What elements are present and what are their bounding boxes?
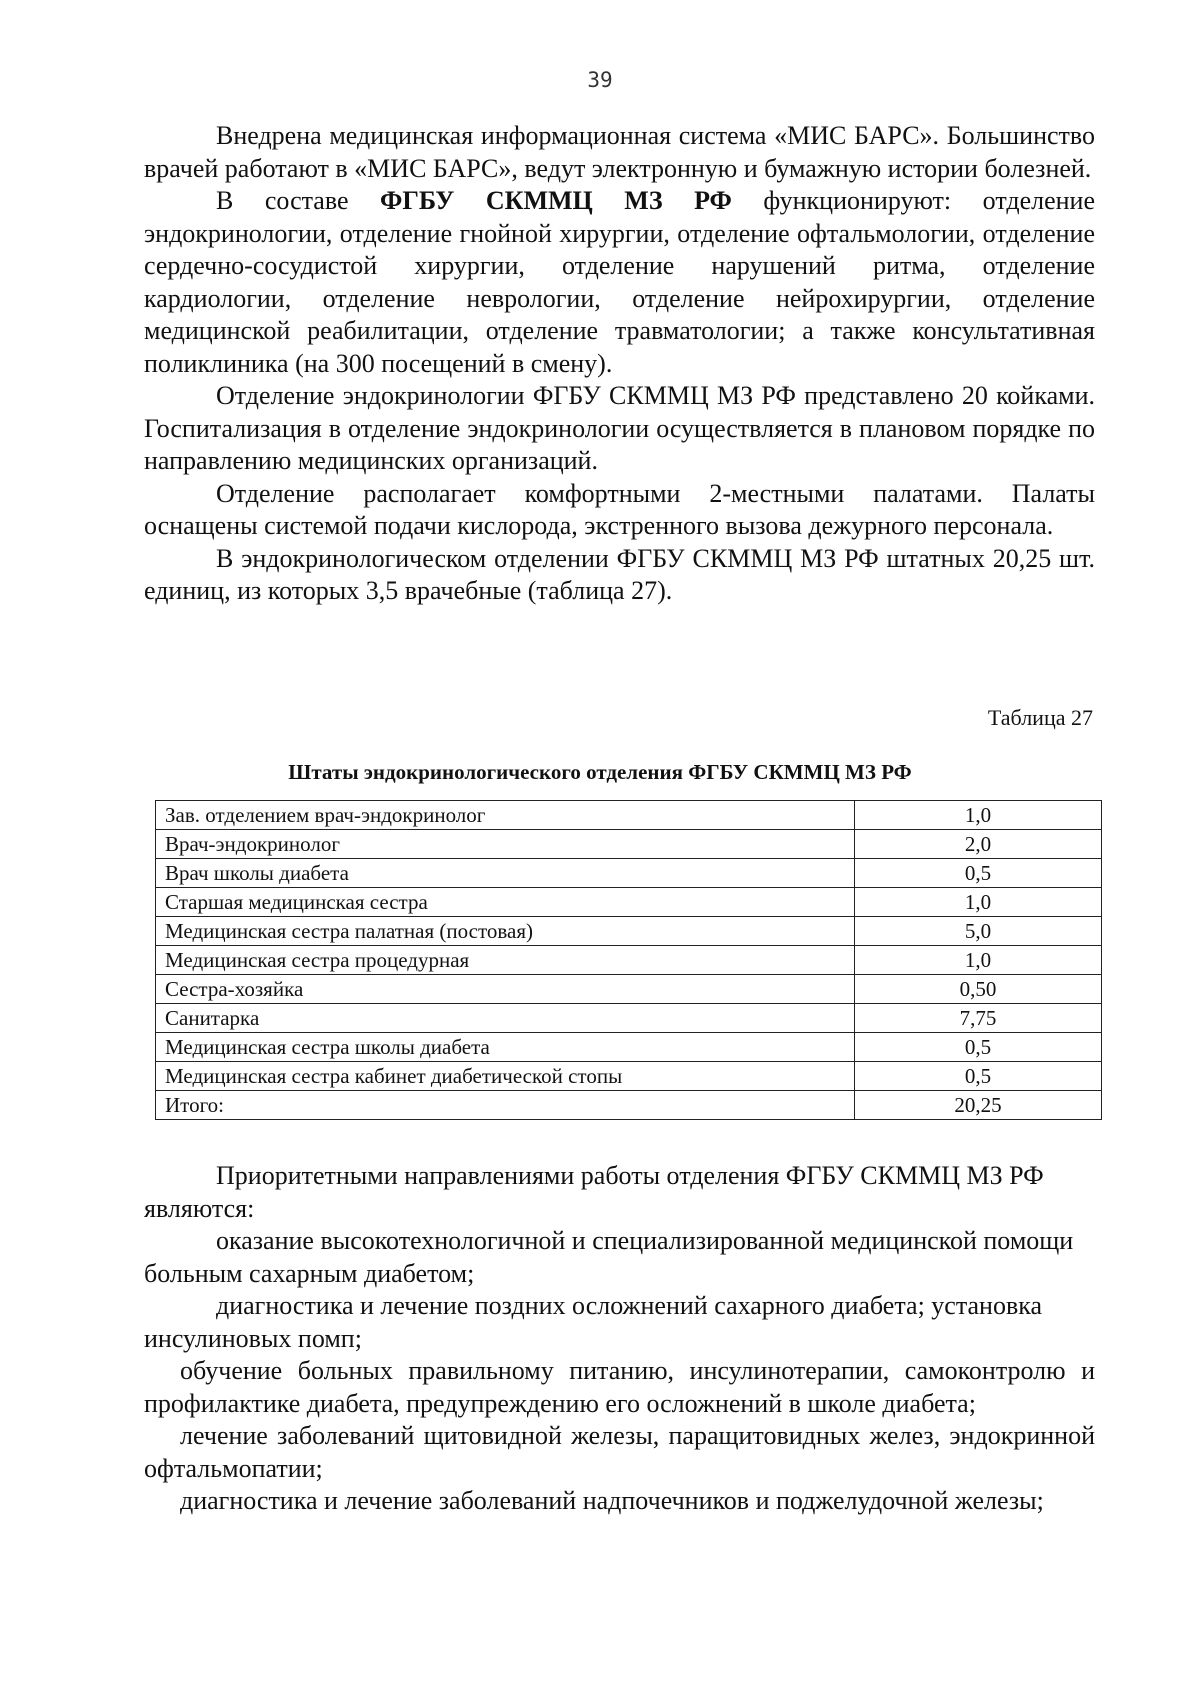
- row-value: 0,5: [855, 1062, 1102, 1091]
- row-value: 0,50: [855, 975, 1102, 1004]
- total-value: 20,25: [855, 1091, 1102, 1120]
- row-value: 1,0: [855, 946, 1102, 975]
- row-label: Санитарка: [156, 1004, 855, 1033]
- p2-rest: функционируют: отделение эндокринологии, отделение гнойной хирургии, отделение офтальмологии, отделение сердечно-сосудистой хирургии, отделение нарушений ритма, отделение кардиологии, отделение неврологии, отделение нейрохирургии, отделение медицинской реабилитации, отделение травматологии; а также консультативная поликлиника (на 300 посещений в смену).: [144, 186, 1096, 378]
- priority-item: диагностика и лечение заболеваний надпочечников и поджелудочной железы;: [180, 1486, 1044, 1515]
- row-label: Зав. отделением врач-эндокринолог: [156, 801, 855, 830]
- table-row: [156, 1062, 1102, 1091]
- total-label: Итого:: [156, 1091, 855, 1120]
- priority-item: оказание высокотехнологичной и специализированной медицинской помощи больным сахарным диабетом;: [144, 1226, 1074, 1288]
- priorities-section: [144, 1160, 1095, 1518]
- row-label: Сестра-хозяйка: [156, 975, 855, 1004]
- table-row: [156, 917, 1102, 946]
- priorities-intro: Приоритетными направлениями работы отделения ФГБУ СКММЦ МЗ РФ являются:: [144, 1161, 1044, 1223]
- row-value: 7,75: [855, 1004, 1102, 1033]
- table-total-row: [156, 1091, 1102, 1120]
- organization-name: ФГБУ СКММЦ МЗ РФ: [380, 186, 732, 215]
- page-number: 39: [587, 68, 613, 92]
- table-row: [156, 830, 1102, 859]
- row-label: Врач-эндокринолог: [156, 830, 855, 859]
- intro-paragraph-3: Отделение эндокринологии ФГБУ СКММЦ МЗ РФ представлено 20 койками. Госпитализация в отделение эндокринологии осуществляется в плановом порядке по направлению медицинских организаций.: [144, 381, 1095, 475]
- row-value: 1,0: [855, 888, 1102, 917]
- row-label: Медицинская сестра кабинет диабетической стопы: [156, 1062, 855, 1091]
- p2-start: В составе: [216, 186, 381, 215]
- row-label: Медицинская сестра школы диабета: [156, 1033, 855, 1062]
- row-value: 5,0: [855, 917, 1102, 946]
- row-value: 2,0: [855, 830, 1102, 859]
- table-row: [156, 801, 1102, 830]
- table-caption: Таблица 27: [987, 705, 1093, 730]
- intro-paragraph-5: В эндокринологическом отделении ФГБУ СКММЦ МЗ РФ штатных 20,25 шт. единиц, из которых 3,5 врачебные (таблица 27).: [144, 543, 1095, 605]
- table-row: [156, 946, 1102, 975]
- row-label: Медицинская сестра палатная (постовая): [156, 917, 855, 946]
- priority-item: обучение больных правильному питанию, инсулинотерапии, самоконтролю и профилактике диабета, предупреждению его осложнений в школе диабета;: [144, 1356, 1095, 1418]
- priority-item: диагностика и лечение поздних осложнений сахарного диабета; установка инсулиновых помп;: [144, 1291, 1043, 1353]
- table-title: Штаты эндокринологического отделения ФГБУ СКММЦ МЗ РФ: [288, 760, 912, 784]
- intro-paragraph-1: Внедрена медицинская информационная система «МИС БАРС». Большинство врачей работают в «МИС БАРС», ведут электронную и бумажную истории болезней.: [144, 121, 1095, 183]
- intro-paragraph-4: Отделение располагает комфортными 2-местными палатами. Палаты оснащены системой подачи кислорода, экстренного вызова дежурного персонала.: [144, 478, 1095, 540]
- table-row: [156, 859, 1102, 888]
- staff-table: [155, 800, 1102, 1120]
- row-label: Врач школы диабета: [156, 859, 855, 888]
- table-row: [156, 1033, 1102, 1062]
- row-value: 1,0: [855, 801, 1102, 830]
- table-row: [156, 888, 1102, 917]
- row-label: Старшая медицинская сестра: [156, 888, 855, 917]
- row-value: 0,5: [855, 859, 1102, 888]
- table-row: [156, 1004, 1102, 1033]
- priority-item: лечение заболеваний щитовидной железы, паращитовидных желез, эндокринной офтальмопатии;: [144, 1421, 1095, 1483]
- intro-paragraph-2: [144, 185, 1095, 380]
- row-value: 0,5: [855, 1033, 1102, 1062]
- table-row: [156, 975, 1102, 1004]
- row-label: Медицинская сестра процедурная: [156, 946, 855, 975]
- intro-section: [144, 120, 1095, 608]
